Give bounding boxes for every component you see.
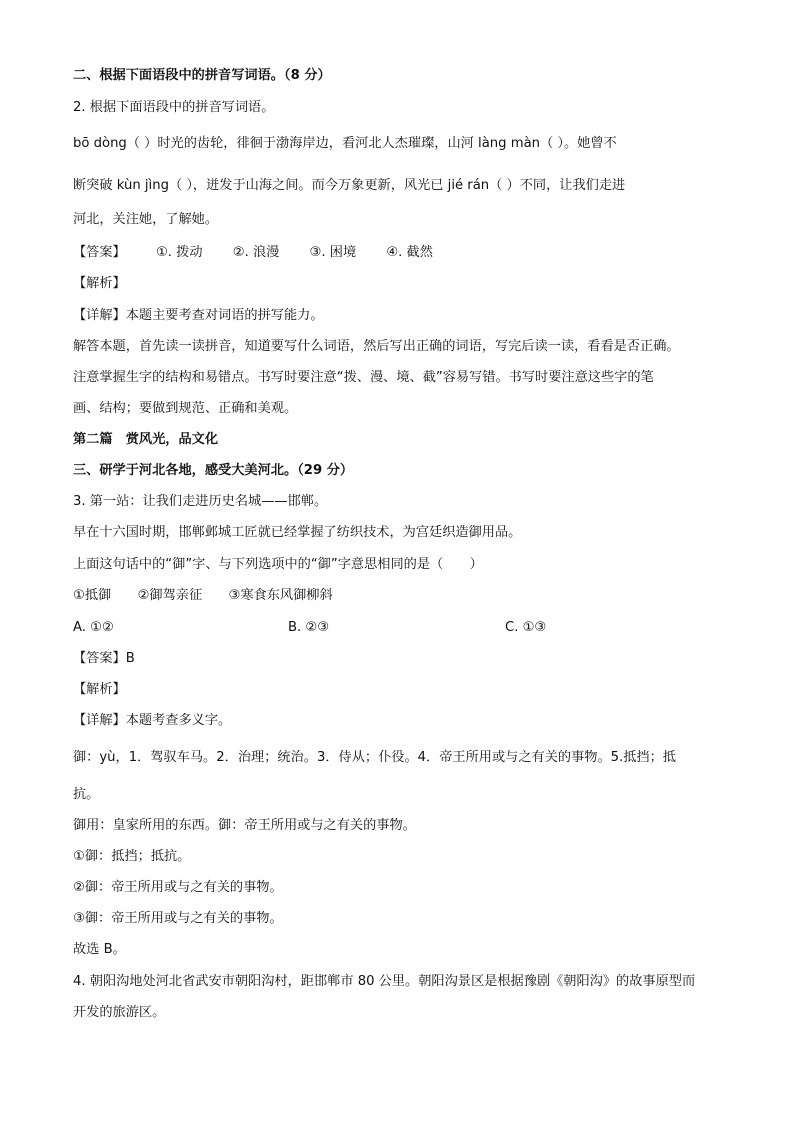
q2-answer-label: 【答案】: [73, 245, 126, 260]
q3-definition-b: 抗。: [73, 787, 100, 802]
q2-answer-row: [73, 243, 433, 263]
q3-explain-3: ③御：帝王所用或与之有关的事物。: [73, 911, 283, 926]
q2-para1: 解答本题，首先读一读拼音，知道要写什么词语，然后写出正确的词语，写完后读一读，看看是否正确。: [73, 339, 680, 354]
q3-option-a: A. ①②: [73, 620, 114, 635]
q4-line1: 4. 朝阳沟地处河北省武安市朝阳沟村，距邯郸市 80 公里。朝阳沟景区是根据豫剧《朝阳沟》的故事原型而: [73, 974, 696, 989]
q2-line2: 断突破 kùn jìng（ ），迸发于山海之间。而今万象更新，风光已 jié rán（ ）不同，让我们走进: [73, 178, 626, 193]
q3-definition-a: 御：yù，1．驾驭车马。2．治理；统治。3．侍从；仆役。4．帝王所用或与之有关的事物。5.抵挡；抵: [73, 750, 676, 765]
q3-yuyong: 御用：皇家所用的东西。御：帝王所用或与之有关的事物。: [73, 818, 416, 833]
q2-para2b: 画、结构；要做到规范、正确和美观。: [73, 401, 298, 416]
q2-prompt: 2. 根据下面语段中的拼音写词语。: [73, 100, 275, 115]
q2-answer-2: ②. 浪漫: [232, 245, 280, 260]
q3-option-c: C. ①③: [505, 620, 547, 635]
q2-para2a: 注意掌握生字的结构和易错点。书写时要注意“拨、漫、境、截”容易写错。书写时要注意这些字的笔: [73, 370, 654, 385]
q2-line3: 河北，关注她，了解她。: [73, 212, 219, 227]
part2-heading: 第二篇 赏风光，品文化: [73, 432, 219, 447]
q3-detail: 【详解】本题考查多义字。: [73, 713, 232, 728]
q3-intro: 3. 第一站：让我们走进历史名城——邯郸。: [73, 494, 328, 509]
q3-answer: 【答案】B: [73, 651, 135, 666]
q2-analysis-label: 【解析】: [73, 276, 126, 291]
q2-line1: bō dòng（ ）时光的齿轮，徘徊于渤海岸边，看河北人杰璀璨，山河 làng màn（ ）。她曾不: [73, 136, 617, 151]
q2-answer-3: ③. 困境: [309, 245, 357, 260]
q3-sentence: 早在十六国时期，邯郸邺城工匠就已经掌握了纺织技术，为宫廷织造御用品。: [73, 525, 522, 540]
q2-detail: 【详解】本题主要考查对词语的拼写能力。: [73, 308, 324, 323]
q3-items: ①抵御 ②御驾亲征 ③寒食东风御柳斜: [73, 588, 333, 603]
q3-explain-2: ②御：帝王所用或与之有关的事物。: [73, 880, 283, 895]
q3-conclusion: 故选 B。: [73, 942, 126, 957]
q3-analysis-label: 【解析】: [73, 682, 126, 697]
q3-option-b: B. ②③: [288, 620, 330, 635]
section2-heading: 二、根据下面语段中的拼音写词语。（8 分）: [73, 68, 331, 83]
q4-line2: 开发的旅游区。: [73, 1005, 166, 1020]
q3-explain-1: ①御：抵挡；抵抗。: [73, 849, 191, 864]
q2-answer-4: ④. 截然: [386, 245, 433, 260]
q3-question: 上面这句话中的“御”字、与下列选项中的“御”字意思相同的是（ ）: [73, 557, 483, 572]
q2-answer-1: ①. 拨动: [155, 245, 203, 260]
section3-heading: 三、研学于河北各地，感受大美河北。（29 分）: [73, 463, 354, 478]
